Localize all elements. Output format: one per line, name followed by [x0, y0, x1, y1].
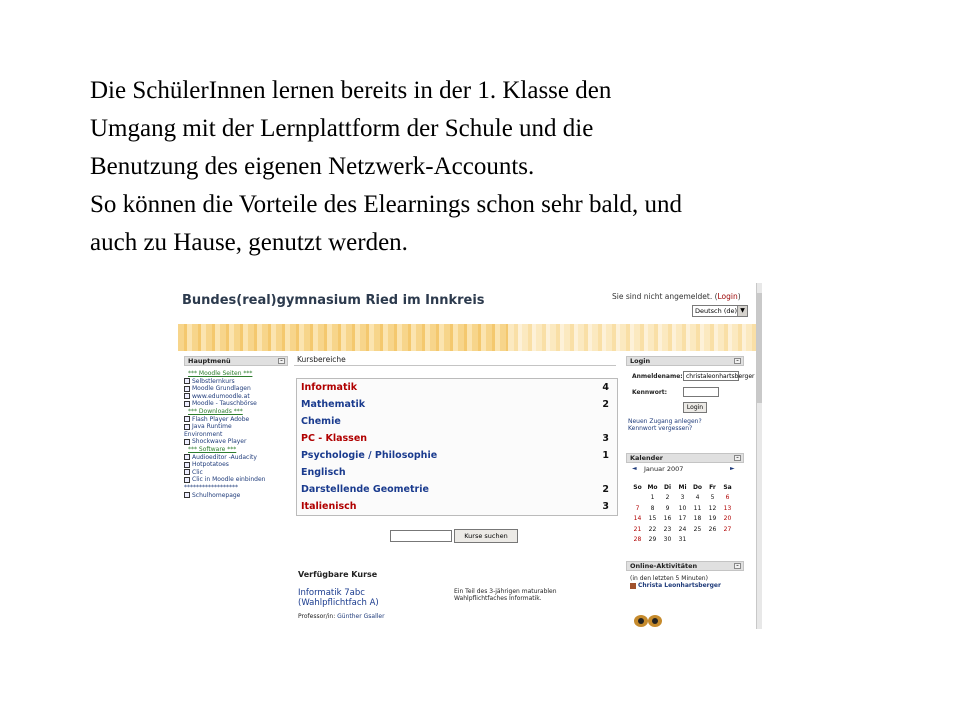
- main-menu-list: [184, 370, 288, 499]
- calendar-day[interactable]: 27: [723, 525, 732, 533]
- menu-separator: [184, 408, 288, 416]
- menu-item[interactable]: [184, 416, 288, 424]
- course-category-row[interactable]: [297, 498, 617, 515]
- menu-item-label: *** Software ***: [188, 445, 237, 453]
- calendar-weekday: Sa: [723, 483, 732, 491]
- menu-item-label: Schulhomepage: [192, 491, 241, 499]
- login-block-header: [626, 356, 744, 366]
- calendar-day[interactable]: 17: [678, 515, 687, 523]
- calendar-day[interactable]: 10: [678, 504, 687, 512]
- menu-item-label: *** Downloads ***: [188, 407, 243, 415]
- collapse-icon[interactable]: –: [734, 455, 741, 461]
- page-icon: [184, 492, 190, 498]
- calendar-day[interactable]: 12: [708, 504, 717, 512]
- page-icon: [184, 477, 190, 483]
- password-field[interactable]: [683, 387, 719, 397]
- course-category-row[interactable]: [297, 447, 617, 464]
- calendar-weekday: Di: [663, 483, 672, 491]
- course-category-row[interactable]: [297, 396, 617, 413]
- menu-item[interactable]: [184, 378, 288, 386]
- login-status-text: Sie sind nicht angemeldet. (: [612, 292, 718, 301]
- calendar-day: [705, 535, 720, 546]
- courses-title: Kursbereiche: [297, 355, 346, 364]
- page-icon: [184, 401, 190, 407]
- menu-item-label: Selbstlernkurs: [192, 377, 235, 385]
- calendar-day[interactable]: 13: [723, 504, 732, 512]
- calendar-day[interactable]: 30: [663, 536, 672, 544]
- login-block-title: Login: [630, 357, 651, 365]
- calendar-day[interactable]: 15: [648, 515, 657, 523]
- calendar-block: [626, 453, 744, 553]
- calendar-day[interactable]: 9: [665, 504, 670, 512]
- course-category-name: Informatik: [301, 382, 358, 393]
- forgot-password-link[interactable]: Kennwort vergessen?: [628, 425, 693, 432]
- moodle-screenshot: [178, 283, 762, 629]
- menu-item-label: Moodle Grundlagen: [192, 385, 251, 393]
- calendar-day[interactable]: 31: [678, 536, 687, 544]
- calendar-day[interactable]: 22: [648, 525, 657, 533]
- main-menu-title: Hauptmenü: [188, 357, 231, 365]
- calendar-day[interactable]: 24: [678, 525, 687, 533]
- calendar-day[interactable]: 14: [633, 515, 642, 523]
- login-link[interactable]: Login: [717, 292, 738, 301]
- menu-separator: [184, 370, 288, 378]
- menu-separator: [184, 484, 288, 492]
- course-search-button[interactable]: Kurse suchen: [454, 529, 518, 543]
- calendar-day[interactable]: 19: [708, 515, 717, 523]
- course-category-row[interactable]: [297, 413, 617, 430]
- course-name: Informatik 7abc: [298, 588, 365, 598]
- calendar-day[interactable]: 11: [693, 504, 702, 512]
- main-menu: [184, 356, 288, 556]
- course-category-name: Psychologie / Philosophie: [301, 450, 438, 461]
- course-category-count: 1: [602, 450, 609, 461]
- calendar-day[interactable]: 3: [680, 494, 685, 502]
- menu-item[interactable]: [184, 385, 288, 393]
- calendar-day: [690, 535, 705, 546]
- calendar-weekday: Mo: [647, 483, 658, 491]
- online-list: [630, 575, 721, 589]
- course-category-count: 3: [602, 433, 609, 444]
- new-account-link[interactable]: Neuen Zugang anlegen?: [628, 418, 702, 425]
- online-block: [626, 561, 744, 629]
- calendar-day[interactable]: 26: [708, 525, 717, 533]
- course-categories-list: [296, 378, 618, 516]
- calendar-month: Januar 2007: [644, 465, 684, 473]
- course-category-name: Chemie: [301, 416, 341, 427]
- scrollbar[interactable]: [756, 283, 762, 629]
- course-category-row[interactable]: [297, 481, 617, 498]
- calendar-week: [630, 503, 735, 514]
- online-user-name: Christa Leonhartsberger: [638, 582, 721, 589]
- header-band: [178, 324, 758, 351]
- username-field[interactable]: christaleonhartsberger: [683, 371, 739, 381]
- menu-item[interactable]: [184, 400, 288, 408]
- course-category-name: PC - Klassen: [301, 433, 368, 444]
- site-title: Bundes(real)gymnasium Ried im Innkreis: [182, 293, 485, 308]
- calendar-day[interactable]: 7: [635, 504, 640, 512]
- calendar-day[interactable]: 18: [693, 515, 702, 523]
- owl-logo-icon: [632, 613, 664, 627]
- course-category-row[interactable]: [297, 430, 617, 447]
- calendar-weekday-row: [630, 482, 735, 493]
- language-value: Deutsch (de): [695, 307, 738, 315]
- menu-item-label: Audioeditor -Audacity: [192, 453, 257, 461]
- page-icon: [184, 462, 190, 468]
- calendar-header: [626, 453, 744, 463]
- login-status: [612, 292, 741, 301]
- scrollbar-thumb[interactable]: [757, 293, 762, 403]
- online-title: Online-Aktivitäten: [630, 562, 698, 570]
- course-category-count: 2: [602, 399, 609, 410]
- intro-line: So können die Vorteile des Elearnings schon sehr bald, und: [90, 191, 683, 218]
- menu-item[interactable]: [184, 438, 288, 446]
- menu-item-label: Clic: [192, 468, 203, 476]
- menu-item[interactable]: [184, 393, 288, 401]
- calendar-day[interactable]: 1: [650, 494, 655, 502]
- menu-item-label: *** Moodle Seiten ***: [188, 370, 253, 377]
- intro-text: [90, 72, 890, 262]
- menu-item-label: ******************: [184, 483, 238, 491]
- course-category-row[interactable]: [297, 379, 617, 396]
- course-search-input[interactable]: [390, 530, 452, 542]
- collapse-icon[interactable]: –: [734, 358, 741, 364]
- calendar-weekday: Mi: [678, 483, 687, 491]
- collapse-icon[interactable]: –: [278, 358, 285, 364]
- calendar-prev-icon[interactable]: ◄: [632, 465, 637, 472]
- menu-item[interactable]: [184, 469, 288, 477]
- calendar-day[interactable]: 29: [648, 536, 657, 544]
- intro-line: Umgang mit der Lernplattform der Schule und die: [90, 115, 594, 142]
- course-category-name: Mathematik: [301, 399, 366, 410]
- calendar-day[interactable]: 20: [723, 515, 732, 523]
- page-icon: [184, 386, 190, 392]
- calendar-day: [720, 535, 735, 546]
- calendar-week: [630, 524, 735, 535]
- calendar-day[interactable]: 28: [633, 536, 642, 544]
- calendar-day[interactable]: 5: [710, 494, 715, 502]
- menu-item-label: Environment: [184, 430, 223, 438]
- available-course-link[interactable]: [298, 588, 379, 608]
- calendar-day[interactable]: 16: [663, 515, 672, 523]
- intro-line: Die SchülerInnen lernen bereits in der 1. Klasse den: [90, 77, 612, 104]
- username-label: Anmeldename:: [632, 373, 683, 380]
- calendar-day[interactable]: 2: [665, 494, 670, 502]
- calendar-week: [630, 535, 735, 546]
- online-user[interactable]: [630, 582, 721, 589]
- login-block: [626, 356, 755, 444]
- menu-item-label: www.edumoodle.at: [192, 392, 250, 400]
- menu-item-label: Flash Player Adobe: [192, 415, 250, 423]
- course-category-name: Italienisch: [301, 501, 357, 512]
- page-icon: [184, 424, 190, 430]
- calendar-next-icon[interactable]: ►: [730, 465, 735, 472]
- login-status-close: ): [737, 292, 741, 301]
- intro-line: Benutzung des eigenen Netzwerk-Accounts.: [90, 153, 535, 180]
- login-button[interactable]: Login: [683, 402, 707, 413]
- calendar-day[interactable]: 25: [693, 525, 702, 533]
- collapse-icon[interactable]: –: [734, 563, 741, 569]
- course-category-row[interactable]: [297, 464, 617, 481]
- menu-item-label: Moodle - Tauschbörse: [192, 400, 257, 408]
- calendar-weekday: Fr: [709, 483, 716, 491]
- calendar-day[interactable]: 4: [695, 494, 700, 502]
- course-category-name: Englisch: [301, 467, 346, 478]
- available-courses-title: Verfügbare Kurse: [298, 570, 378, 579]
- course-description-line: Ein Teil des 3-jährigen maturablen: [454, 588, 557, 595]
- page-icon: [184, 416, 190, 422]
- menu-item-label: Hotpotatoes: [192, 461, 229, 469]
- calendar-weekday: Do: [692, 483, 703, 491]
- page-icon: [184, 469, 190, 475]
- main-menu-header: [184, 356, 288, 366]
- page-icon: [184, 439, 190, 445]
- calendar-day: [630, 493, 645, 504]
- course-category-count: 4: [602, 382, 609, 393]
- menu-item[interactable]: [184, 454, 288, 462]
- header-band-light: [508, 324, 758, 351]
- calendar-title: Kalender: [630, 454, 663, 462]
- calendar-week: [630, 493, 735, 504]
- calendar-weekday: So: [633, 483, 642, 491]
- menu-item[interactable]: [184, 423, 288, 431]
- menu-item[interactable]: [184, 492, 288, 500]
- chevron-down-icon: ▼: [737, 306, 747, 316]
- menu-item-label: Clic in Moodle einbinden: [192, 476, 266, 484]
- page-icon: [184, 378, 190, 384]
- calendar-day[interactable]: 21: [633, 525, 642, 533]
- calendar-week: [630, 514, 735, 525]
- menu-separator: [184, 431, 288, 439]
- course-description: [454, 588, 604, 602]
- menu-item[interactable]: [184, 461, 288, 469]
- menu-item-label: Shockwave Player: [192, 438, 247, 446]
- teacher-link[interactable]: Günther Gsaller: [337, 613, 385, 620]
- password-label: Kennwort:: [632, 389, 668, 396]
- page-icon: [184, 454, 190, 460]
- teacher-label: Professor/in:: [298, 613, 338, 620]
- calendar-day[interactable]: 8: [650, 504, 655, 512]
- course-category-count: 2: [602, 484, 609, 495]
- course-subtitle: (Wahlpflichtfach A): [298, 598, 379, 608]
- course-teacher: [298, 613, 385, 620]
- calendar-day[interactable]: 6: [725, 494, 730, 502]
- language-select[interactable]: [692, 305, 748, 317]
- intro-line: auch zu Hause, genutzt werden.: [90, 229, 408, 256]
- calendar-day[interactable]: 23: [663, 525, 672, 533]
- course-description-line: Wahlpflichtfaches Informatik.: [454, 595, 542, 602]
- courses-header-bar: [294, 356, 616, 366]
- course-category-name: Darstellende Geometrie: [301, 484, 429, 495]
- online-subtitle: (in den letzten 5 Minuten): [630, 575, 708, 582]
- menu-item-label: Java Runtime: [192, 423, 232, 431]
- menu-separator: [184, 446, 288, 454]
- menu-item[interactable]: [184, 476, 288, 484]
- course-category-count: 3: [602, 501, 609, 512]
- online-header: [626, 561, 744, 571]
- calendar-grid: [630, 482, 735, 545]
- page-icon: [184, 393, 190, 399]
- user-icon: [630, 583, 636, 589]
